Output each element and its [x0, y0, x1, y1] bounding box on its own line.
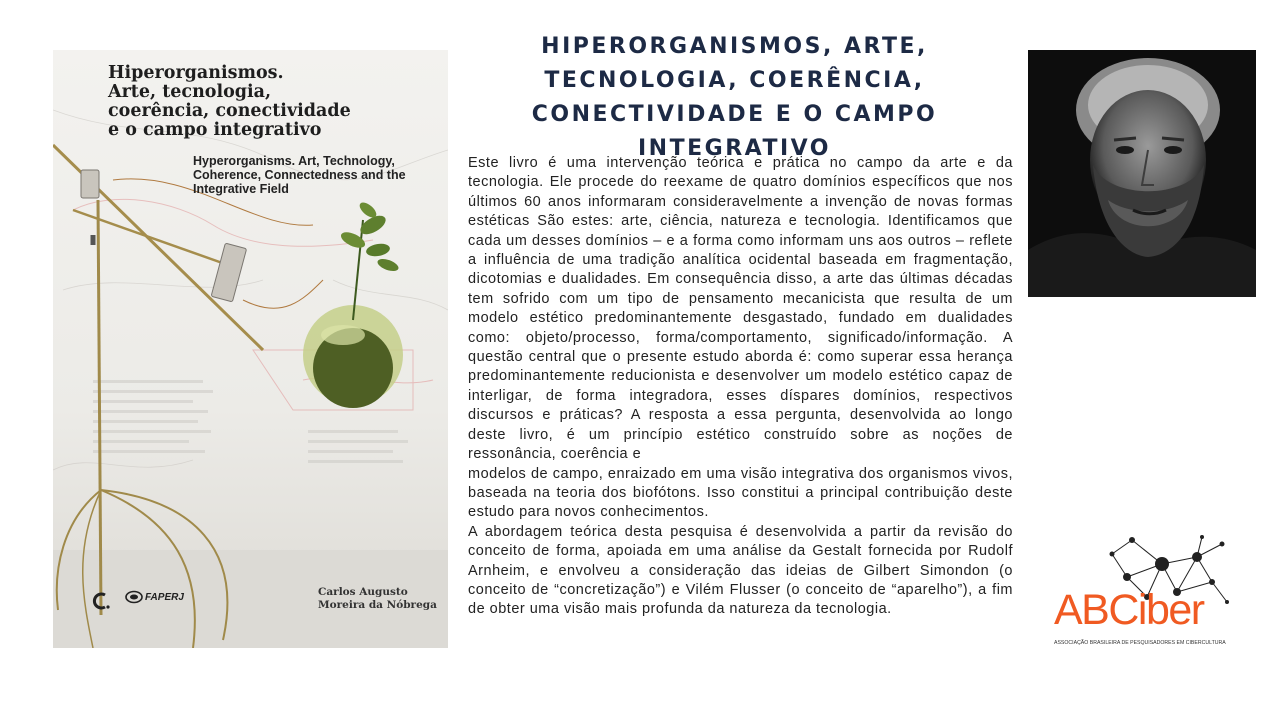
- cover-title: Hiperorganismos. Arte, tecnologia, coerência, conectividade e o campo integrativo: [108, 63, 351, 140]
- author-portrait-image: [1028, 50, 1256, 297]
- faperj-label: FAPERJ: [145, 591, 184, 603]
- description-paragraph: A abordagem teórica desta pesquisa é desenvolvida a partir da revisão do conceito de forma, apoiada em uma análise da Gestalt fornecida por Rudolf Arnheim, e envolveu a consideração das ideias de Gilbert Simondon (o conceito de “concretização”) e Vilém Flusser (o conceito de “aparelho”), a fim de obter uma visão mais profunda da natureza da tecnologia.: [468, 523, 1013, 618]
- cover-author: Carlos Augusto Moreira da Nóbrega: [318, 586, 437, 611]
- description-paragraph: Este livro é uma intervenção teórica e prática no campo da arte e da tecnologia. Ele procede do reexame de quatro domínios específicos que nos últimos 60 anos informaram consideravelmente a invenção de novas formas estéticas São estes: arte, ciência, natureza e tecnologia. Identificamos que cada um desses domínios – e a forma como informam uns aos outros – reflete a influência de uma tradição analítica ocidental baseada em fragmentação, dicotomias e dualidades. Em consequência disso, a arte das últimas décadas tem sofrido com um tipo de pensamento mecanicista que resulta de um modelo estético predominantemente desgastado, fundado em dualidades como: objeto/processo, forma/comportamento, significado/informação. A questão central que o presente estudo aborda é: como superar essa herança predominantemente reducionista e desenvolver um modelo estético capaz de interligar, de forma integradora, esses díspares domínios, respectivos discursos e práticas? A resposta a essa pergunta, desenvolvida ao longo deste livro, é um princípio estético construído sobre as noções de ressonância, coerência e: [468, 155, 1013, 463]
- publisher-logo-icon: [90, 590, 112, 612]
- book-description: [468, 154, 1013, 620]
- book-cover: [53, 50, 448, 648]
- description-paragraph: modelos de campo, enraizado em uma visão integrativa dos organismos vivos, baseada na teoria dos biofótons. Isso constitui a principal contribuição deste estudo para novos conhecimentos.: [468, 465, 1013, 521]
- abciber-logo: [1052, 532, 1232, 652]
- abciber-tagline: ASSOCIAÇÃO BRASILEIRA DE PESQUISADORES EM CIBERCULTURA: [1054, 640, 1226, 646]
- abciber-wordmark: ABCiber: [1054, 586, 1204, 634]
- cover-subtitle: Hyperorganisms. Art, Technology, Coherence, Connectedness and the Integrative Field: [193, 154, 406, 196]
- author-photo: [1028, 50, 1256, 297]
- faperj-logo: [125, 590, 184, 604]
- faperj-emblem-icon: [125, 590, 143, 604]
- page-title: HIPERORGANISMOS, ARTE, TECNOLOGIA, COERÊNCIA, CONECTIVIDADE E O CAMPO INTEGRATIVO: [531, 34, 938, 161]
